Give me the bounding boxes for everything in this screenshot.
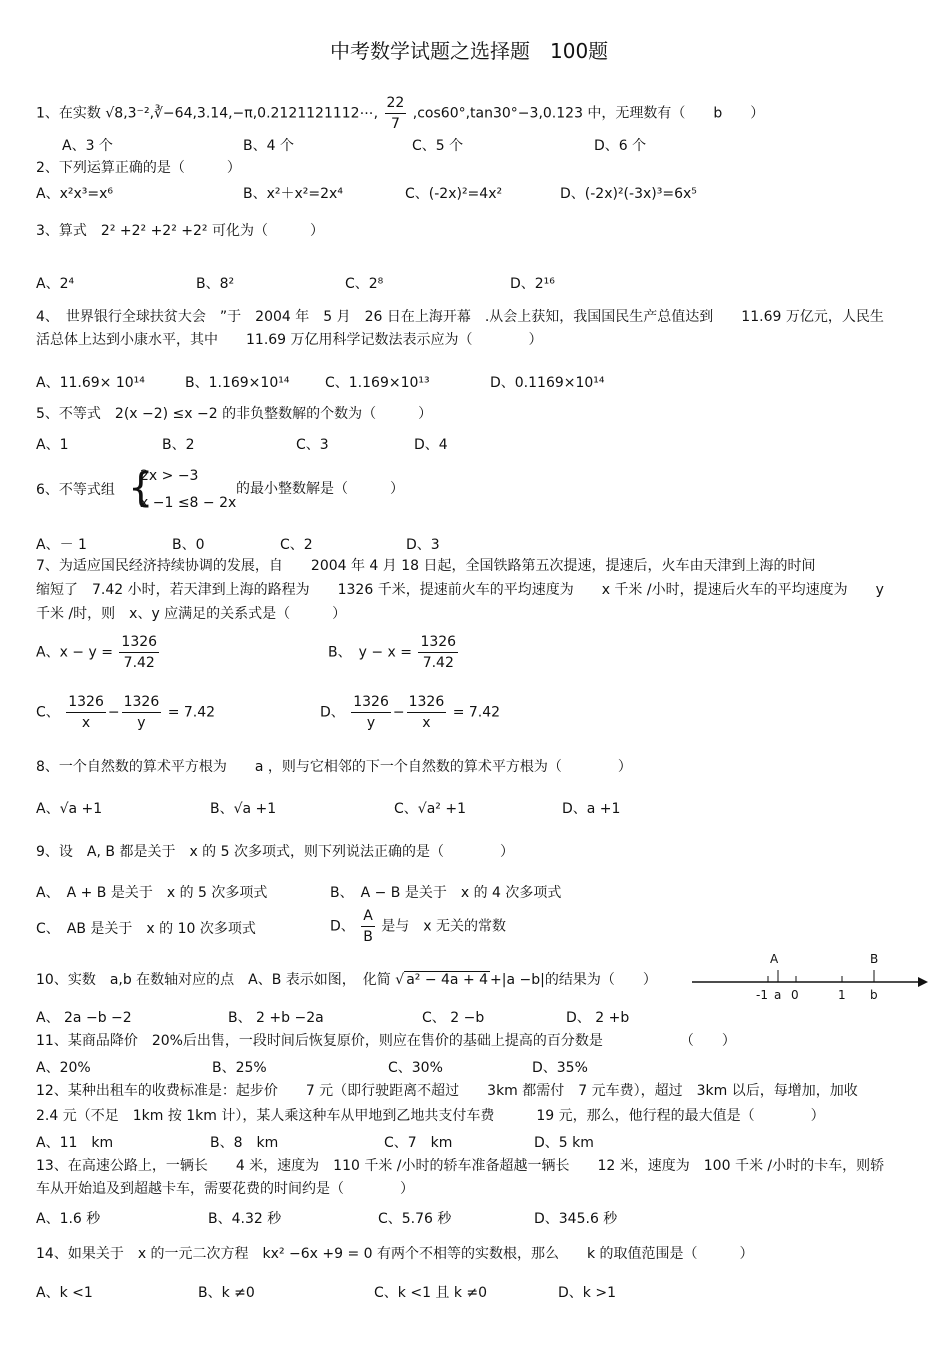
q10-option-b: B、 2 +b −2a (228, 1010, 324, 1026)
q7-option-b (328, 632, 460, 673)
q7-d-numerator-2: 1326 (407, 692, 447, 713)
q7-option-a (36, 632, 161, 673)
q12-option-b: B、8 km (210, 1135, 279, 1151)
arrow-right-icon (918, 977, 928, 987)
q9-stem: 9、设 A, B 都是关于 x 的 5 次多项式，则下列说法正确的是（ ） (36, 844, 514, 860)
point-b-label: B (870, 952, 879, 966)
q7-c-denominator-1: x (81, 715, 91, 731)
q8-stem: 8、一个自然数的算术平方根为 a ，则与它相邻的下一个自然数的算术平方根为（ ） (36, 759, 632, 775)
q7-stem-line2: 缩短了 7.42 小时，若天津到上海的路程为 1326 千米，提速前火车的平均速度为 x 千米 /小时，提速后火车的平均速度为 y (36, 582, 884, 598)
q3-stem: 3、算式 2² +2² +2² +2² 可化为（ ） (36, 223, 324, 239)
q8-option-b: B、√a +1 (210, 801, 277, 817)
q7-option-d-label: D、 (320, 704, 345, 721)
q3-option-d: D、2¹⁶ (510, 276, 555, 292)
q3-option-a: A、2⁴ (36, 276, 75, 292)
q10-tail: +|a −b|的结果为（ ） (490, 972, 657, 988)
q9-option-d-label: D、 (330, 918, 355, 935)
page-title: 中考数学试题之选择题 100题 (330, 39, 609, 63)
q7-option-c-rhs: = 7.42 (167, 704, 216, 721)
q2-option-c: C、(-2x)²=4x² (405, 186, 503, 202)
q14-option-a: A、k <1 (36, 1285, 93, 1301)
q4-option-d: D、0.1169×10¹⁴ (490, 375, 605, 391)
q7-a-numerator: 1326 (119, 632, 159, 653)
q9-option-b: B、 A − B 是关于 x 的 4 次多项式 (330, 885, 562, 901)
q1-option-b: B、4 个 (243, 138, 294, 154)
q7-option-a-fraction (119, 632, 159, 673)
q6-brace: { (128, 465, 154, 511)
q3-option-c: C、2⁸ (345, 276, 384, 292)
q13-option-c: C、5.76 秒 (378, 1211, 452, 1227)
q7-d-denominator-1: y (366, 715, 376, 731)
q7-option-d-rhs: = 7.42 (452, 704, 501, 721)
q5-option-d: D、4 (414, 437, 448, 453)
q6-option-c: C、2 (280, 537, 313, 553)
q1-items: √8,3⁻²,∛−64,3.14,−π,0.2121121112⋯ (105, 105, 374, 122)
q6-prefix: 6、不等式组 (36, 482, 115, 498)
tick-label-b: b (870, 988, 878, 1002)
q12-stem-line1: 12、某种出租车的收费标准是：起步价 7 元（即行驶距离不超过 3km 都需付 7 元车费），超过 3km 以后，每增加，加收 (36, 1083, 858, 1099)
q10-option-d: D、 2 +b (566, 1010, 630, 1026)
q8-option-d: D、a +1 (562, 801, 621, 817)
q7-option-d: D、 $\frac{1326}{y}$ − $\frac{1326}{x}$ = 7.42 (320, 694, 501, 731)
q7-option-c-label: C、 (36, 704, 60, 721)
q13-stem-line1: 13、在高速公路上，一辆长 4 米，速度为 110 千米 /小时的轿车准备超越一辆长 12 米，速度为 100 千米 /小时的卡车，则轿 (36, 1158, 885, 1174)
q10-stem-text: 10、实数 a,b 在数轴对应的点 A、B 表示如图， 化简 (36, 972, 391, 988)
q10-stem: 10、实数 a,b 在数轴对应的点 A、B 表示如图， 化简 √ a² − 4a + 4 +|a −b|的结果为（ ） (36, 972, 657, 988)
q14-stem: 14、如果关于 x 的一元二次方程 kx² −6x +9 = 0 有两个不相等的实数根，那么 k 的取值范围是（ ） (36, 1246, 754, 1262)
q1-tail: ,cos60°,tan30°−3,0.123 中，无理数有（ b ） (412, 105, 765, 122)
q7-stem-line1: 7、为适应国民经济持续协调的发展，自 2004 年 4 月 18 日起，全国铁路第五次提速，提速后，火车由天津到上海的时间 (36, 558, 816, 574)
q12-option-d: D、5 km (534, 1135, 594, 1151)
q3-option-b: B、8² (196, 276, 235, 292)
q7-a-denominator: 7.42 (123, 655, 155, 671)
q14-option-b: B、k ≠0 (198, 1285, 255, 1301)
q7-c-fraction-1 (66, 692, 106, 733)
q4-option-c: C、1.169×10¹³ (325, 375, 430, 391)
q1-frac-denominator: 7 (390, 116, 400, 132)
q6-inequality-1: 2x > −3 (140, 468, 199, 484)
q5-option-c: C、3 (296, 437, 329, 453)
q6-inequality-2: x −1 ≤8 − 2x (140, 495, 237, 511)
q9-option-c: C、 AB 是关于 x 的 10 次多项式 (36, 921, 256, 937)
tick-label-1: 1 (838, 988, 846, 1002)
number-line-figure (690, 950, 940, 1002)
q2-option-b: B、x²＋x²=2x⁴ (243, 186, 343, 202)
q8-option-c: C、√a² +1 (394, 801, 466, 817)
q2-option-d: D、(-2x)²(-3x)³=6x⁵ (560, 186, 697, 202)
q1-prefix: 1、在实数 (36, 105, 101, 122)
q12-option-c: C、7 km (384, 1135, 453, 1151)
q6-option-d: D、3 (406, 537, 440, 553)
q7-b-denominator: 7.42 (422, 655, 454, 671)
q4-stem-line1: 4、 世界银行全球扶贫大会 ”于 2004 年 5 月 26 日在上海开幕 .从会上获知，我国国民生产总值达到 11.69 万亿元，人民生 (36, 309, 884, 325)
q7-option-b-fraction (418, 632, 458, 673)
q6-option-b: B、0 (172, 537, 205, 553)
q5-option-a: A、1 (36, 437, 69, 453)
q7-c-fraction-2 (122, 692, 162, 733)
q7-d-denominator-2: x (422, 715, 431, 731)
q1-fraction (385, 93, 407, 134)
q12-stem-line2: 2.4 元（不足 1km 按 1km 计），某人乘这种车从甲地到乙地共支付车费 19 元，那么，他行程的最大值是（ ） (36, 1108, 825, 1124)
q9-option-a: A、 A + B 是关于 x 的 5 次多项式 (36, 885, 268, 901)
q7-option-a-lhs: A、x − y = (36, 644, 113, 661)
q7-stem-line3: 千米 /时，则 x、y 应满足的关系式是（ ） (36, 606, 347, 622)
q7-d-numerator-1: 1326 (351, 692, 391, 713)
q5-stem: 5、不等式 2(x −2) ≤x −2 的非负整数解的个数为（ ） (36, 406, 433, 422)
q6-tail: 的最小整数解是（ ） (236, 481, 404, 497)
q1-option-d: D、6 个 (594, 138, 647, 154)
q11-option-c: C、30% (388, 1060, 443, 1076)
q13-stem-line2: 车从开始追及到超越卡车，需要花费的时间约是（ ） (36, 1181, 414, 1197)
q1-option-a: A、3 个 (62, 138, 113, 154)
q1-frac-numerator: 22 (385, 93, 407, 114)
q9-d-denominator: B (363, 929, 373, 945)
q9-d-fraction (361, 906, 375, 947)
q7-option-c: C、 $\frac{1326}{x}$ − $\frac{1326}{y}$ = 7.42 (36, 694, 216, 731)
tick-label-neg1: -1 (756, 988, 768, 1002)
q5-option-b: B、2 (162, 437, 195, 453)
q2-stem: 2、下列运算正确的是（ ） (36, 160, 241, 176)
q7-c-numerator-1: 1326 (66, 692, 106, 713)
q14-option-d: D、k >1 (558, 1285, 616, 1301)
tick-label-0: 0 (791, 988, 799, 1002)
q13-option-b: B、4.32 秒 (208, 1211, 282, 1227)
q9-d-numerator: A (361, 906, 375, 927)
q13-option-a: A、1.6 秒 (36, 1211, 101, 1227)
q10-option-c: C、 2 −b (422, 1010, 485, 1026)
q11-stem: 11、某商品降价 20%后出售，一段时间后恢复原价，则应在售价的基础上提高的百分数是 （ ） (36, 1033, 736, 1049)
q9-option-d (330, 906, 506, 947)
q4-option-a: A、11.69× 10¹⁴ (36, 375, 145, 391)
q7-d-fraction-1 (351, 692, 391, 733)
q7-d-fraction-2 (407, 692, 447, 733)
q9-option-d-text: 是与 x 无关的常数 (381, 918, 507, 935)
q1-option-c: C、5 个 (412, 138, 464, 154)
q7-c-numerator-2: 1326 (122, 692, 162, 713)
q7-b-numerator: 1326 (418, 632, 458, 653)
q6-option-a: A、－ 1 (36, 537, 87, 553)
q4-stem-line2: 活总体上达到小康水平，其中 11.69 万亿用科学记数法表示应为（ ） (36, 332, 543, 348)
q11-option-d: D、35% (532, 1060, 588, 1076)
q11-option-b: B、25% (212, 1060, 267, 1076)
q14-option-c: C、k <1 且 k ≠0 (374, 1285, 488, 1301)
q10-radicand: a² − 4a + 4 (406, 972, 489, 988)
point-a-label: A (770, 952, 779, 966)
q10-option-a: A、 2a −b −2 (36, 1010, 132, 1026)
tick-label-a: a (774, 988, 782, 1002)
q7-c-denominator-2: y (137, 715, 146, 731)
q11-option-a: A、20% (36, 1060, 91, 1076)
q12-option-a: A、11 km (36, 1135, 114, 1151)
q13-option-d: D、345.6 秒 (534, 1211, 618, 1227)
q2-option-a: A、x²x³=x⁶ (36, 186, 113, 202)
q1-stem: 1、在实数 √8,3⁻²,∛−64,3.14,−π,0.2121121112⋯, $\frac{22}{7}$ ,cos60°,tan30°−3,0.123 中，无理数有（ b ） (36, 95, 765, 132)
q7-option-b-lhs: B、 y − x = (328, 644, 412, 661)
q8-option-a: A、√a +1 (36, 801, 103, 817)
q4-option-b: B、1.169×10¹⁴ (185, 375, 290, 391)
